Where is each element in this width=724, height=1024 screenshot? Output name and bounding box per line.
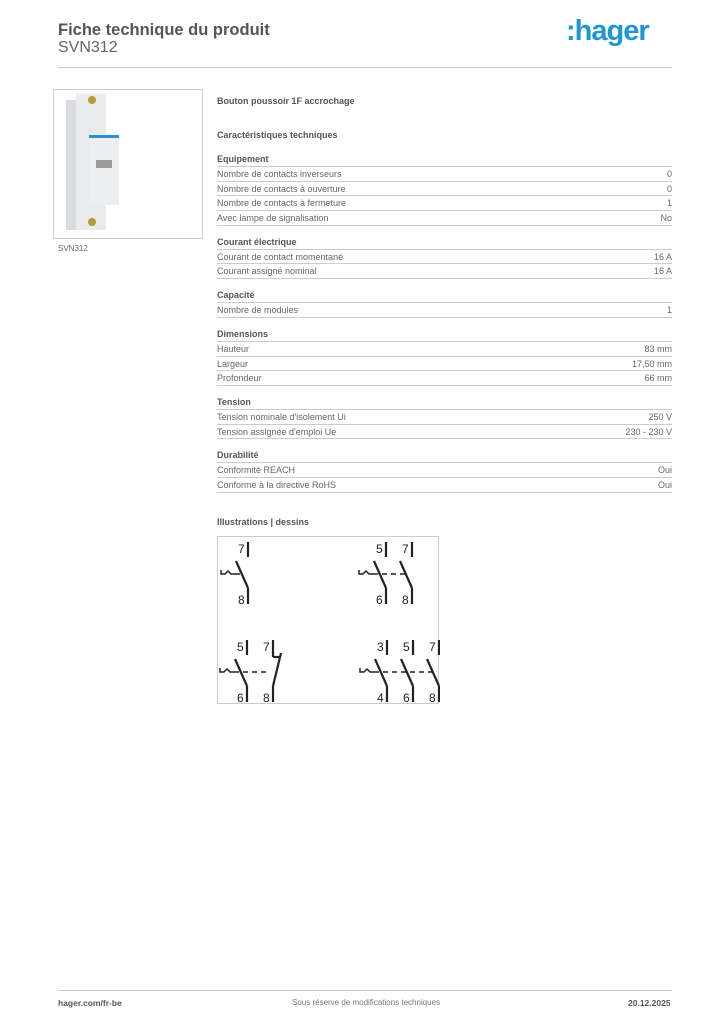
spec-value: 16 A [653, 266, 672, 277]
spec-label: Hauteur [217, 343, 250, 354]
product-photo-icon [54, 90, 202, 238]
footer-website[interactable]: hager.com/fr-be [58, 998, 122, 1008]
terminal-number: 6 [376, 593, 383, 607]
spec-label: Tension assignée d'emploi Ue [217, 426, 337, 437]
spec-row [217, 342, 672, 357]
spec-row [217, 264, 672, 279]
terminal-number: 8 [402, 593, 409, 607]
spec-value: 17,50 mm [631, 358, 672, 369]
terminal-number: 6 [403, 691, 410, 705]
section-title: Capacité [217, 288, 672, 303]
product-name: Bouton poussoir 1F accrochage [217, 96, 355, 106]
spec-section [217, 395, 672, 439]
spec-label: Nombre de modules [217, 305, 299, 316]
spec-value: 1 [666, 305, 672, 316]
spec-value: No [660, 213, 672, 224]
terminal-number: 7 [429, 640, 436, 654]
spec-label: Avec lampe de signalisation [217, 213, 329, 224]
push-actuator-icon [359, 570, 378, 574]
spec-section [217, 448, 672, 492]
terminal-number: 7 [263, 640, 270, 654]
hager-logo: :hager [566, 15, 649, 47]
spec-label: Nombre de contacts inverseurs [217, 169, 342, 179]
push-actuator-icon [360, 668, 379, 672]
spec-value: Oui [657, 479, 672, 490]
spec-label: Conforme à la directive RoHS [217, 479, 337, 490]
wiring-diagrams [217, 536, 439, 704]
spec-row [217, 211, 672, 226]
spec-label: Nombre de contacts à fermeture [217, 198, 347, 209]
section-title: Courant électrique [217, 235, 672, 250]
spec-value: 66 mm [644, 373, 672, 384]
spec-row [217, 167, 672, 182]
spec-value: 1 [666, 198, 672, 209]
terminal-number: 3 [377, 640, 384, 654]
spec-row [217, 425, 672, 440]
spec-label: Profondeur [217, 373, 262, 384]
product-details [217, 95, 672, 529]
spec-value: 230 - 230 V [625, 426, 672, 437]
spec-row [217, 410, 672, 425]
wiring-diagram-svg [218, 537, 440, 705]
spec-value: 83 mm [644, 343, 672, 354]
spec-value: 0 [666, 169, 672, 179]
spec-label: Tension nominale d'isolement Ui [217, 411, 346, 422]
terminal-number: 7 [238, 542, 245, 556]
terminal-number: 5 [403, 640, 410, 654]
spec-row [217, 182, 672, 197]
contact-diagram [359, 542, 412, 607]
terminal-number: 8 [429, 691, 436, 705]
terminal-number: 4 [377, 691, 384, 705]
spec-section [217, 288, 672, 318]
terminal-number: 7 [402, 542, 409, 556]
spec-section [217, 152, 672, 226]
illustrations-heading: Illustrations | dessins [217, 516, 310, 527]
spec-label: Courant de contact momentané [217, 251, 344, 262]
terminal-number: 5 [237, 640, 244, 654]
spec-section [217, 235, 672, 279]
terminal-number: 8 [263, 691, 270, 705]
spec-row [217, 196, 672, 211]
spec-label: Nombre de contacts à ouverture [217, 183, 346, 194]
product-code: SVN312 [58, 39, 118, 56]
footer-divider [58, 990, 672, 991]
push-actuator-icon [220, 668, 239, 672]
characteristics-heading: Caractéristiques techniques [217, 130, 338, 140]
spec-row [217, 357, 672, 372]
terminal-number: 6 [237, 691, 244, 705]
push-actuator-icon [221, 570, 240, 574]
spec-row [217, 303, 672, 318]
spec-row [217, 463, 672, 478]
contact-diagram [221, 542, 248, 607]
spec-label: Largeur [217, 358, 249, 369]
page-title: Fiche technique du produit [58, 21, 270, 39]
contact-diagram [220, 640, 281, 705]
image-caption: SVN312 [58, 244, 88, 253]
section-title: Durabilité [217, 448, 672, 463]
spec-value: 0 [666, 183, 672, 194]
terminal-number: 5 [376, 542, 383, 556]
spec-label: Courant assigné nominal [217, 266, 317, 277]
section-title: Tension [217, 395, 672, 410]
spec-row [217, 478, 672, 493]
terminal-number: 8 [238, 593, 245, 607]
spec-section [217, 327, 672, 386]
contact-diagram [360, 640, 439, 705]
product-image [53, 89, 203, 239]
spec-row [217, 250, 672, 265]
spec-value: 16 A [653, 251, 672, 262]
spec-row [217, 371, 672, 386]
spec-value: Oui [657, 465, 672, 476]
section-title: Equipement [217, 152, 672, 167]
footer-notice: Sous réserve de modifications techniques [292, 998, 441, 1007]
spec-value: 250 V [648, 411, 672, 422]
header-divider [58, 67, 672, 68]
footer-date: 20.12.2025 [628, 998, 671, 1008]
spec-label: Conformité REACH [217, 465, 296, 476]
section-title: Dimensions [217, 327, 672, 342]
